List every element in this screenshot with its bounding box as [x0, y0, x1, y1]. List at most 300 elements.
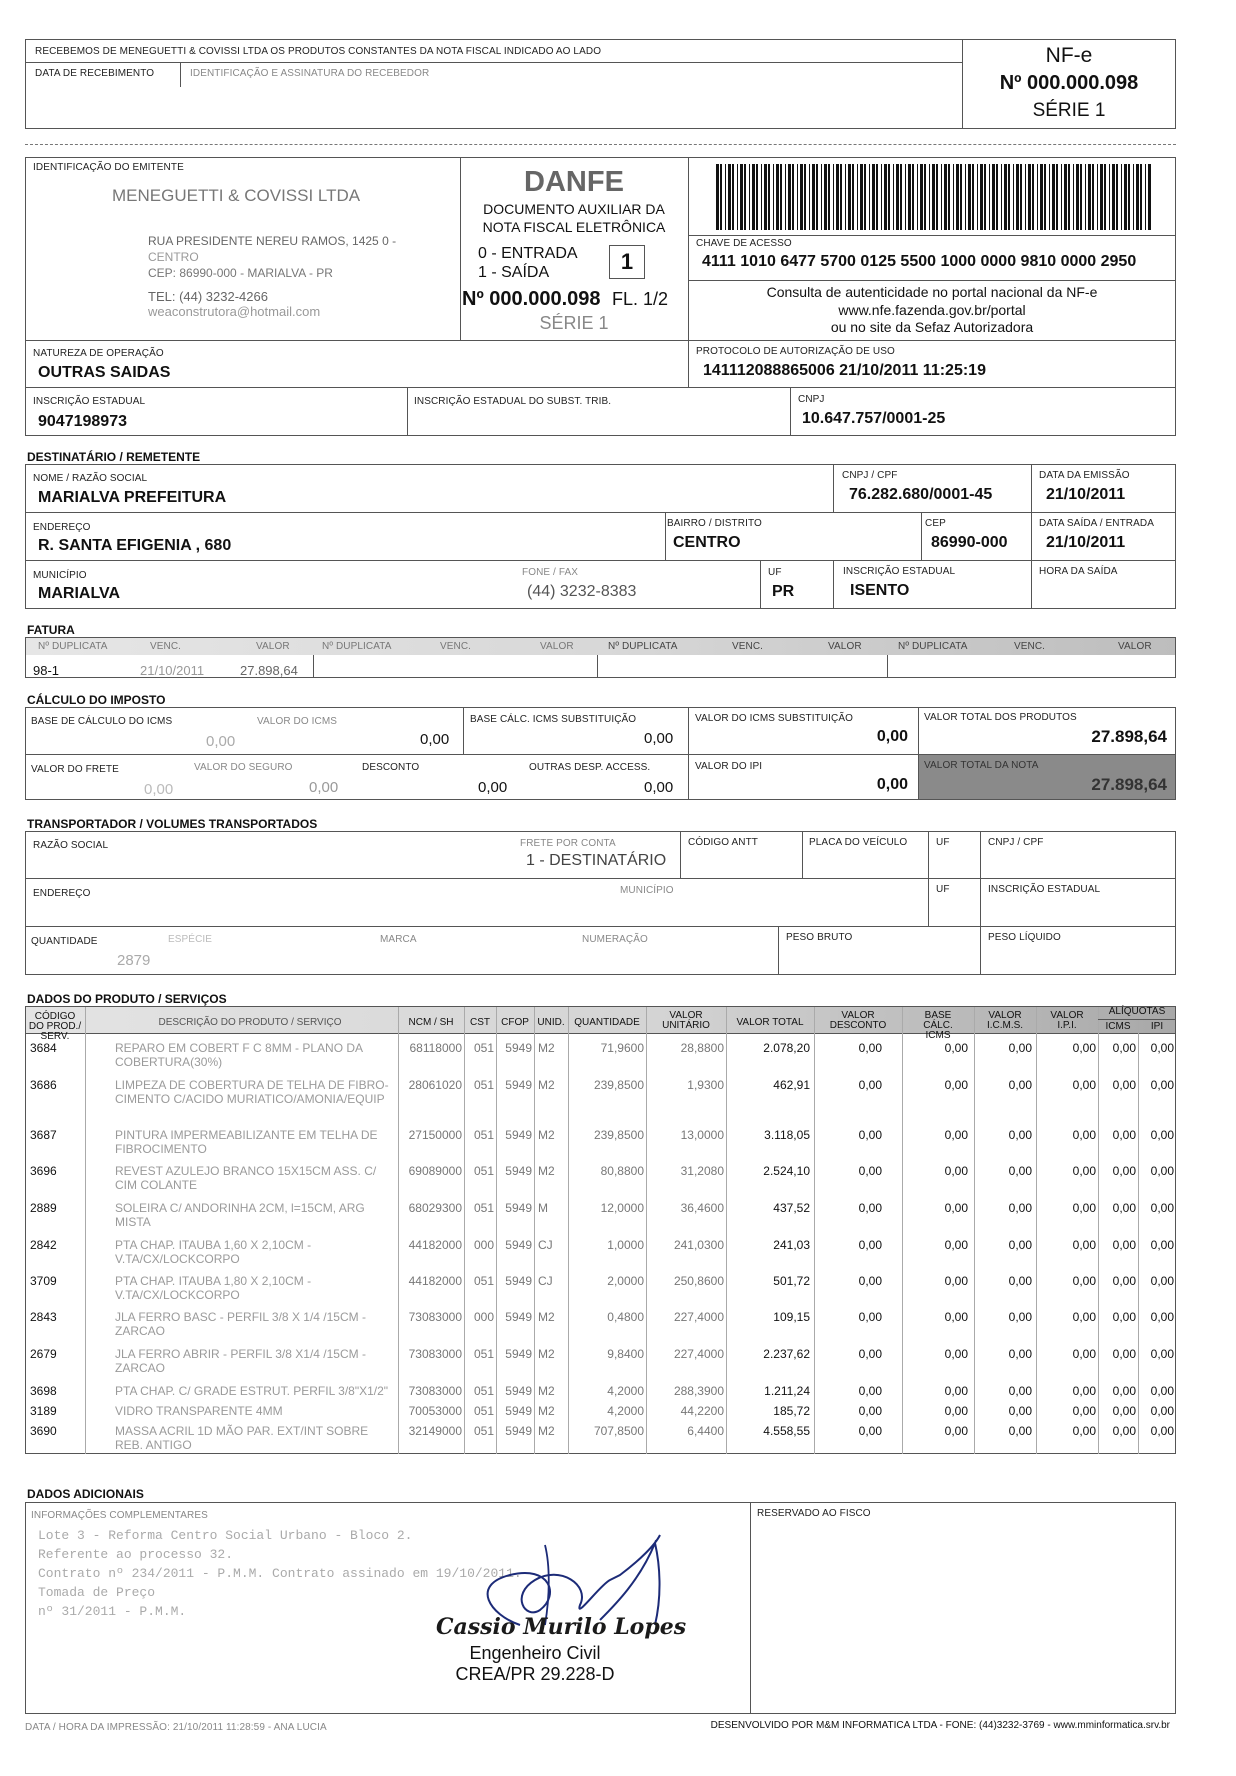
- trans-qtd-label: QUANTIDADE: [31, 936, 98, 947]
- prod-vd: 0,00: [858, 1201, 882, 1215]
- hdr-vunit: VALOR UNITÁRIO: [662, 1010, 710, 1031]
- prod-vu: 288,3900: [673, 1384, 724, 1398]
- prod-un: M2: [538, 1404, 555, 1418]
- hdr-ncm: NCM / SH: [408, 1017, 454, 1028]
- prod-un: CJ: [538, 1274, 553, 1288]
- prod-vi: 0,00: [1008, 1424, 1032, 1438]
- prod-cst: 000: [473, 1310, 494, 1324]
- prod-bc: 0,00: [944, 1128, 968, 1142]
- prod-ncm: 73083000: [408, 1347, 462, 1361]
- canhoto-numero: Nº 000.000.098: [999, 72, 1139, 94]
- trans-frete: 1 - DESTINATÁRIO: [526, 852, 667, 869]
- trans-uf2-label: UF: [936, 884, 950, 895]
- produtos-section: DADOS DO PRODUTO / SERVIÇOS: [27, 992, 227, 1006]
- chave-label: CHAVE DE ACESSO: [696, 238, 792, 249]
- prod-vi: 0,00: [1008, 1404, 1032, 1418]
- hdr-unid: UNID.: [537, 1017, 565, 1028]
- frete-label: VALOR DO FRETE: [31, 764, 119, 775]
- prod-qtd: 707,8500: [593, 1424, 644, 1438]
- hdr-vtotal: VALOR TOTAL: [736, 1017, 804, 1028]
- dest-saida-label: DATA SAÍDA / ENTRADA: [1039, 518, 1154, 529]
- ipi: 0,00: [876, 776, 908, 793]
- prod-un: M2: [538, 1078, 555, 1092]
- prod-cst: 051: [473, 1201, 494, 1215]
- prod-vt: 241,03: [773, 1238, 810, 1252]
- prod-ai: 0,00: [1112, 1201, 1136, 1215]
- prod-cst: 051: [473, 1041, 494, 1055]
- prod-codigo: 3709: [30, 1274, 57, 1288]
- prod-vi: 0,00: [1008, 1164, 1032, 1178]
- emitente-endereco1: RUA PRESIDENTE NEREU RAMOS, 1425 0 -: [148, 234, 397, 248]
- dest-cnpj: 76.282.680/0001-45: [849, 486, 993, 503]
- consulta-1: Consulta de autenticidade no portal nacional da NF-e: [766, 284, 1098, 300]
- prod-cfop: 5949: [505, 1128, 532, 1142]
- trans-endereco-label: ENDEREÇO: [33, 888, 91, 899]
- hdr-cfop: CFOP: [501, 1017, 529, 1028]
- cnpj-value: 10.647.757/0001-25: [802, 410, 946, 427]
- hdr-aliq: ALÍQUOTAS: [1108, 1006, 1166, 1017]
- danfe-tipo-box: 1: [609, 245, 645, 279]
- dest-nome-label: NOME / RAZÃO SOCIAL: [33, 473, 148, 484]
- prod-qtd: 239,8500: [593, 1078, 644, 1092]
- prod-vi: 0,00: [1008, 1384, 1032, 1398]
- natureza-value: OUTRAS SAIDAS: [38, 364, 171, 381]
- cut-line: [25, 144, 1176, 145]
- frete: 0,00: [144, 781, 174, 798]
- prod-qtd: 71,9600: [600, 1041, 644, 1055]
- dest-cep-label: CEP: [925, 518, 946, 529]
- prod-vu: 1,9300: [687, 1078, 724, 1092]
- prod-un: M2: [538, 1128, 555, 1142]
- danfe-serie: SÉRIE 1: [539, 313, 609, 333]
- prod-ap: 0,00: [1150, 1128, 1174, 1142]
- prod-qtd: 9,8400: [607, 1347, 644, 1361]
- chave-value: 4111 1010 6477 5700 0125 5500 1000 0000 9810 0000 2950: [702, 253, 1137, 270]
- prod-cst: 051: [473, 1347, 494, 1361]
- prod-descricao: SOLEIRA C/ ANDORINHA 2CM, l=15CM, ARG MISTA: [115, 1201, 365, 1229]
- fatura-header-11: VALOR: [1118, 641, 1152, 652]
- prod-ncm: 73083000: [408, 1384, 462, 1398]
- prod-descricao: VIDRO TRANSPARENTE 4MM: [115, 1404, 283, 1418]
- prod-cst: 051: [473, 1274, 494, 1288]
- fatura-header-bar: [26, 638, 1175, 655]
- prod-vd: 0,00: [858, 1128, 882, 1142]
- info-line-4: Tomada de Preço: [38, 1585, 156, 1600]
- fatura-header-2: VALOR: [256, 641, 290, 652]
- prod-vt: 501,72: [773, 1274, 810, 1288]
- fatura-header-5: VALOR: [540, 641, 574, 652]
- dest-fone: (44) 3232-8383: [527, 583, 637, 600]
- prod-ap: 0,00: [1150, 1201, 1174, 1215]
- prod-descricao: PTA CHAP. C/ GRADE ESTRUT. PERFIL 3/8"X1/2": [115, 1384, 389, 1398]
- prod-descricao: MASSA ACRIL 1D MÃO PAR. EXT/INT SOBRE REB. ANTIGO: [115, 1424, 369, 1452]
- prod-vu: 28,8800: [680, 1041, 724, 1055]
- prod-qtd: 80,8800: [600, 1164, 644, 1178]
- prod-descricao: PTA CHAP. ITAUBA 1,60 X 2,10CM - V.TA/CX/LOCKCORPO: [115, 1238, 312, 1266]
- prod-vp: 0,00: [1072, 1404, 1096, 1418]
- consulta-3: ou no site da Sefaz Autorizadora: [830, 319, 1034, 335]
- ie-value: 9047198973: [38, 413, 127, 430]
- prod-vu: 241,0300: [673, 1238, 724, 1252]
- sign-name: Cassio Murilo Lopes: [436, 1614, 687, 1640]
- hdr-vicms: VALOR I.C.M.S.: [986, 1010, 1024, 1031]
- trans-bruto-label: PESO BRUTO: [786, 932, 853, 943]
- dest-municipio: MARIALVA: [38, 585, 121, 602]
- prod-ncm: 28061020: [408, 1078, 462, 1092]
- prod-bc: 0,00: [944, 1404, 968, 1418]
- prod-ap: 0,00: [1150, 1384, 1174, 1398]
- prod-ap: 0,00: [1150, 1404, 1174, 1418]
- prod-ap: 0,00: [1150, 1041, 1174, 1055]
- fatura-header-9: Nº DUPLICATA: [898, 641, 968, 652]
- trans-especie-label: ESPÉCIE: [168, 934, 213, 945]
- desconto-label: DESCONTO: [362, 762, 420, 773]
- trans-qtd: 2879: [117, 952, 151, 969]
- dest-emissao-label: DATA DA EMISSÃO: [1039, 470, 1130, 481]
- prod-ai: 0,00: [1112, 1274, 1136, 1288]
- danfe-numero: Nº 000.000.098: [462, 288, 601, 310]
- prod-vd: 0,00: [858, 1384, 882, 1398]
- base-icms: 0,00: [206, 733, 236, 750]
- trans-uf-label: UF: [936, 837, 950, 848]
- base-st: 0,00: [644, 730, 674, 747]
- prod-codigo: 3687: [30, 1128, 57, 1142]
- hdr-cst: CST: [470, 1017, 490, 1028]
- prod-cfop: 5949: [505, 1238, 532, 1252]
- prod-un: M2: [538, 1347, 555, 1361]
- dest-ie-label: INSCRIÇÃO ESTADUAL: [843, 566, 956, 577]
- prod-un: M2: [538, 1424, 555, 1438]
- info-line-5: nº 31/2011 - P.M.M.: [38, 1604, 187, 1619]
- prod-codigo: 3690: [30, 1424, 57, 1438]
- trans-marca-label: MARCA: [380, 934, 417, 945]
- prod-vp: 0,00: [1072, 1310, 1096, 1324]
- prod-vi: 0,00: [1008, 1347, 1032, 1361]
- prod-vt: 3.118,05: [764, 1128, 810, 1142]
- seguro-label: VALOR DO SEGURO: [194, 762, 293, 773]
- prod-vi: 0,00: [1008, 1274, 1032, 1288]
- hdr-descricao: DESCRIÇÃO DO PRODUTO / SERVIÇO: [158, 1017, 342, 1028]
- info-line-2: Referente ao processo 32.: [38, 1547, 234, 1562]
- prod-descricao: JLA FERRO ABRIR - PERFIL 3/8 X1/4 /15CM - ZARCAO: [115, 1347, 366, 1375]
- transportador-section: TRANSPORTADOR / VOLUMES TRANSPORTADOS: [27, 817, 318, 831]
- prod-cst: 051: [473, 1384, 494, 1398]
- prod-vp: 0,00: [1072, 1384, 1096, 1398]
- danfe-sub1: DOCUMENTO AUXILIAR DA: [483, 201, 665, 217]
- prod-qtd: 0,4800: [607, 1310, 644, 1324]
- prod-ap: 0,00: [1150, 1164, 1174, 1178]
- outras-label: OUTRAS DESP. ACCESS.: [529, 762, 651, 773]
- prod-vp: 0,00: [1072, 1041, 1096, 1055]
- prod-cfop: 5949: [505, 1078, 532, 1092]
- prod-ai: 0,00: [1112, 1164, 1136, 1178]
- prod-vp: 0,00: [1072, 1201, 1096, 1215]
- total-nota: 27.898,64: [1091, 775, 1167, 794]
- prod-vt: 1.211,24: [764, 1384, 810, 1398]
- prod-bc: 0,00: [944, 1201, 968, 1215]
- dest-endereco: R. SANTA EFIGENIA , 680: [38, 537, 232, 554]
- inscricao-box: [25, 387, 1176, 436]
- prod-vp: 0,00: [1072, 1164, 1096, 1178]
- danfe-saida: 1 - SAÍDA: [478, 264, 550, 281]
- consulta-2: www.nfe.fazenda.gov.br/portal: [838, 302, 1026, 318]
- prod-vd: 0,00: [858, 1041, 882, 1055]
- prod-bc: 0,00: [944, 1078, 968, 1092]
- prod-un: CJ: [538, 1238, 553, 1252]
- prod-descricao: JLA FERRO BASC - PERFIL 3/8 X 1/4 /15CM - ZARCAO: [115, 1310, 366, 1338]
- dest-nome: MARIALVA PREFEITURA: [38, 489, 227, 506]
- trans-municipio-label: MUNICÍPIO: [620, 885, 674, 896]
- outras: 0,00: [644, 779, 674, 796]
- prod-qtd: 4,2000: [607, 1384, 644, 1398]
- danfe-folha: FL. 1/2: [612, 289, 669, 309]
- prod-vp: 0,00: [1072, 1274, 1096, 1288]
- rodape-desenvolvido: DESENVOLVIDO POR M&M INFORMATICA LTDA - FONE: (44)3232-3769 - www.mminformatica.srv.br: [710, 1720, 1170, 1731]
- ipi-label: VALOR DO IPI: [695, 761, 763, 772]
- prod-ap: 0,00: [1150, 1078, 1174, 1092]
- fatura-header-1: VENC.: [150, 641, 182, 652]
- danfe-title: DANFE: [524, 166, 624, 198]
- prod-cfop: 5949: [505, 1347, 532, 1361]
- fatura-header-8: VALOR: [828, 641, 862, 652]
- prod-bc: 0,00: [944, 1164, 968, 1178]
- dest-uf: PR: [772, 583, 795, 600]
- hdr-qtd: QUANTIDADE: [574, 1017, 640, 1028]
- trans-razao-label: RAZÃO SOCIAL: [33, 840, 109, 851]
- imposto-section: CÁLCULO DO IMPOSTO: [27, 693, 166, 707]
- prod-codigo: 3696: [30, 1164, 57, 1178]
- prod-qtd: 239,8500: [593, 1128, 644, 1142]
- prod-vu: 6,4400: [687, 1424, 724, 1438]
- prod-codigo: 2843: [30, 1310, 57, 1324]
- prod-un: M2: [538, 1384, 555, 1398]
- prod-un: M2: [538, 1310, 555, 1324]
- prod-ap: 0,00: [1150, 1424, 1174, 1438]
- danfe-sub2: NOTA FISCAL ELETRÔNICA: [482, 219, 666, 235]
- canhoto-data-recebimento: DATA DE RECEBIMENTO: [35, 68, 155, 79]
- fatura-header-7: VENC.: [732, 641, 764, 652]
- prod-qtd: 2,0000: [607, 1274, 644, 1288]
- natureza-label: NATUREZA DE OPERAÇÃO: [33, 348, 164, 359]
- prod-bc: 0,00: [944, 1274, 968, 1288]
- dest-ie: ISENTO: [850, 582, 910, 599]
- prod-ncm: 73083000: [408, 1310, 462, 1324]
- dest-cep: 86990-000: [931, 534, 1008, 551]
- dest-fone-label: FONE / FAX: [522, 567, 579, 578]
- trans-placa-label: PLACA DO VEÍCULO: [809, 837, 908, 848]
- emitente-email: weaconstrutora@hotmail.com: [148, 304, 321, 319]
- prod-ncm: 68029300: [408, 1201, 462, 1215]
- fatura-venc: 21/10/2011: [140, 663, 205, 678]
- prod-cfop: 5949: [505, 1310, 532, 1324]
- prod-cfop: 5949: [505, 1201, 532, 1215]
- prod-ai: 0,00: [1112, 1404, 1136, 1418]
- barcode: [716, 164, 1154, 230]
- canhoto-nfe: NF-e: [1045, 44, 1093, 67]
- base-st-label: BASE CÁLC. ICMS SUBSTITUIÇÃO: [470, 714, 637, 725]
- dest-emissao: 21/10/2011: [1046, 486, 1126, 503]
- natureza-box: [25, 340, 1176, 388]
- prod-vu: 44,2200: [680, 1404, 724, 1418]
- dest-endereco-label: ENDEREÇO: [33, 522, 91, 533]
- prod-vp: 0,00: [1072, 1424, 1096, 1438]
- prod-cst: 000: [473, 1238, 494, 1252]
- prod-ap: 0,00: [1150, 1310, 1174, 1324]
- prod-ap: 0,00: [1150, 1347, 1174, 1361]
- prod-bc: 0,00: [944, 1384, 968, 1398]
- prod-cfop: 5949: [505, 1424, 532, 1438]
- prod-vu: 250,8600: [673, 1274, 724, 1288]
- prod-vd: 0,00: [858, 1310, 882, 1324]
- fatura-duplicata: 98-1: [33, 663, 60, 678]
- prod-codigo: 3698: [30, 1384, 57, 1398]
- prod-bc: 0,00: [944, 1424, 968, 1438]
- prod-vp: 0,00: [1072, 1347, 1096, 1361]
- emitente-telefone: TEL: (44) 3232-4266: [148, 289, 268, 304]
- canhoto-recebemos: RECEBEMOS DE MENEGUETTI & COVISSI LTDA OS PRODUTOS CONSTANTES DA NOTA FISCAL INDICADO AO LADO: [35, 46, 602, 57]
- prod-vd: 0,00: [858, 1404, 882, 1418]
- total-nota-label: VALOR TOTAL DA NOTA: [924, 760, 1039, 771]
- trans-antt-label: CÓDIGO ANTT: [688, 837, 758, 848]
- prod-ncm: 44182000: [408, 1238, 462, 1252]
- prod-descricao: PINTURA IMPERMEABILIZANTE EM TELHA DE FIBROCIMENTO: [115, 1128, 378, 1156]
- desconto: 0,00: [478, 779, 508, 796]
- prod-ai: 0,00: [1112, 1128, 1136, 1142]
- adicionais-section: DADOS ADICIONAIS: [27, 1487, 144, 1501]
- prod-vi: 0,00: [1008, 1238, 1032, 1252]
- prod-cst: 051: [473, 1078, 494, 1092]
- prod-ai: 0,00: [1112, 1384, 1136, 1398]
- fatura-header-10: VENC.: [1014, 641, 1046, 652]
- trans-numeracao-label: NUMERAÇÃO: [582, 934, 648, 945]
- prod-ai: 0,00: [1112, 1238, 1136, 1252]
- prod-vi: 0,00: [1008, 1128, 1032, 1142]
- prod-descricao: REPARO EM COBERT F C 8MM - PLANO DA COBERTURA(30%): [115, 1041, 363, 1069]
- prod-cst: 051: [473, 1424, 494, 1438]
- hdr-vdesc: VALOR DESCONTO: [829, 1010, 887, 1031]
- hdr-codigo: CÓDIGO DO PROD./ SERV.: [28, 1011, 82, 1042]
- prod-ncm: 70053000: [408, 1404, 462, 1418]
- trans-frete-label: FRETE POR CONTA: [520, 838, 616, 849]
- prod-vt: 2.078,20: [763, 1041, 810, 1055]
- hdr-aicms: ICMS: [1105, 1021, 1131, 1032]
- trans-ie-label: INSCRIÇÃO ESTADUAL: [988, 884, 1101, 895]
- prod-vd: 0,00: [858, 1238, 882, 1252]
- prod-vt: 2.237,62: [763, 1347, 810, 1361]
- cnpj-label: CNPJ: [798, 394, 825, 405]
- prod-vi: 0,00: [1008, 1201, 1032, 1215]
- valor-st: 0,00: [876, 728, 908, 745]
- prod-vu: 227,4000: [673, 1310, 724, 1324]
- canhoto-serie: SÉRIE 1: [1032, 100, 1106, 121]
- info-label: INFORMAÇÕES COMPLEMENTARES: [31, 1510, 208, 1521]
- prod-vp: 0,00: [1072, 1078, 1096, 1092]
- fatura-header-4: VENC.: [440, 641, 472, 652]
- prod-bc: 0,00: [944, 1238, 968, 1252]
- prod-ap: 0,00: [1150, 1274, 1174, 1288]
- prod-descricao: REVEST AZULEJO BRANCO 15X15CM ASS. C/ CIM COLANTE: [115, 1164, 377, 1192]
- prod-qtd: 4,2000: [607, 1404, 644, 1418]
- prod-descricao: LIMPEZA DE COBERTURA DE TELHA DE FIBRO-CIMENTO C/ACIDO MURIATICO/AMONIA/EQUIP: [115, 1078, 389, 1106]
- prod-codigo: 2889: [30, 1201, 57, 1215]
- prod-vp: 0,00: [1072, 1238, 1096, 1252]
- danfe-entrada: 0 - ENTRADA: [478, 245, 578, 262]
- seguro: 0,00: [309, 779, 339, 796]
- dest-saida: 21/10/2011: [1046, 534, 1126, 551]
- dest-hora-label: HORA DA SAÍDA: [1039, 566, 1118, 577]
- emitente-nome: MENEGUETTI & COVISSI LTDA: [112, 186, 361, 205]
- prod-cfop: 5949: [505, 1274, 532, 1288]
- emitente-endereco3: CEP: 86990-000 - MARIALVA - PR: [148, 266, 333, 280]
- prod-un: M: [538, 1201, 548, 1215]
- prod-ncm: 68118000: [409, 1041, 462, 1055]
- prod-vu: 31,2080: [680, 1164, 724, 1178]
- prod-vt: 462,91: [773, 1078, 810, 1092]
- prod-ncm: 44182000: [408, 1274, 462, 1288]
- dest-cnpj-label: CNPJ / CPF: [842, 470, 898, 481]
- prod-vd: 0,00: [858, 1164, 882, 1178]
- rodape-impressao: DATA / HORA DA IMPRESSÃO: 21/10/2011 11:28:59 - ANA LUCIA: [25, 1722, 327, 1733]
- prod-codigo: 3684: [30, 1041, 57, 1055]
- prod-vd: 0,00: [858, 1078, 882, 1092]
- prod-ncm: 69089000: [408, 1164, 462, 1178]
- prod-vt: 185,72: [773, 1404, 810, 1418]
- prod-ncm: 32149000: [408, 1424, 462, 1438]
- trans-cnpj-label: CNPJ / CPF: [988, 837, 1044, 848]
- fatura-header-0: Nº DUPLICATA: [38, 641, 108, 652]
- info-line-3: Contrato nº 234/2011 - P.M.M. Contrato assinado em 19/10/2011.: [38, 1566, 522, 1581]
- destinatario-section: DESTINATÁRIO / REMETENTE: [27, 450, 201, 464]
- prod-vd: 0,00: [858, 1274, 882, 1288]
- prod-cfop: 5949: [505, 1041, 532, 1055]
- prod-descricao: PTA CHAP. ITAUBA 1,80 X 2,10CM - V.TA/CX/LOCKCORPO: [115, 1274, 312, 1302]
- prod-cst: 051: [473, 1404, 494, 1418]
- prod-vt: 4.558,55: [763, 1424, 810, 1438]
- prod-ai: 0,00: [1112, 1078, 1136, 1092]
- prod-ai: 0,00: [1112, 1347, 1136, 1361]
- prod-codigo: 3189: [30, 1404, 57, 1418]
- fatura-header-3: Nº DUPLICATA: [322, 641, 392, 652]
- prod-ai: 0,00: [1112, 1424, 1136, 1438]
- protocolo-value: 141112088865006 21/10/2011 11:25:19: [703, 362, 986, 379]
- hdr-vipi: VALOR I.P.I.: [1050, 1010, 1084, 1031]
- prod-cst: 051: [473, 1164, 494, 1178]
- info-line-1: Lote 3 - Reforma Centro Social Urbano - Bloco 2.: [38, 1528, 413, 1543]
- prod-vt: 109,15: [773, 1310, 810, 1324]
- canhoto-identificacao: IDENTIFICAÇÃO E ASSINATURA DO RECEBEDOR: [190, 68, 430, 79]
- total-prod: 27.898,64: [1091, 727, 1167, 746]
- ie-st-label: INSCRIÇÃO ESTADUAL DO SUBST. TRIB.: [414, 396, 612, 407]
- prod-un: M2: [538, 1041, 555, 1055]
- prod-vu: 13,0000: [680, 1128, 724, 1142]
- prod-codigo: 3686: [30, 1078, 57, 1092]
- prod-cst: 051: [473, 1128, 494, 1142]
- prod-vd: 0,00: [858, 1347, 882, 1361]
- prod-cfop: 5949: [505, 1404, 532, 1418]
- emitente-endereco2: CENTRO: [148, 250, 199, 264]
- valor-icms: 0,00: [420, 731, 450, 748]
- protocolo-label: PROTOCOLO DE AUTORIZAÇÃO DE USO: [696, 346, 895, 357]
- prod-vt: 437,52: [773, 1201, 810, 1215]
- valor-icms-label: VALOR DO ICMS: [257, 716, 338, 727]
- prod-qtd: 1,0000: [607, 1238, 644, 1252]
- prod-vt: 2.524,10: [763, 1164, 810, 1178]
- prod-codigo: 2842: [30, 1238, 57, 1252]
- fatura-header-6: Nº DUPLICATA: [608, 641, 678, 652]
- prod-vp: 0,00: [1072, 1128, 1096, 1142]
- emitente-label: IDENTIFICAÇÃO DO EMITENTE: [33, 162, 184, 173]
- fatura-valor: 27.898,64: [240, 663, 298, 678]
